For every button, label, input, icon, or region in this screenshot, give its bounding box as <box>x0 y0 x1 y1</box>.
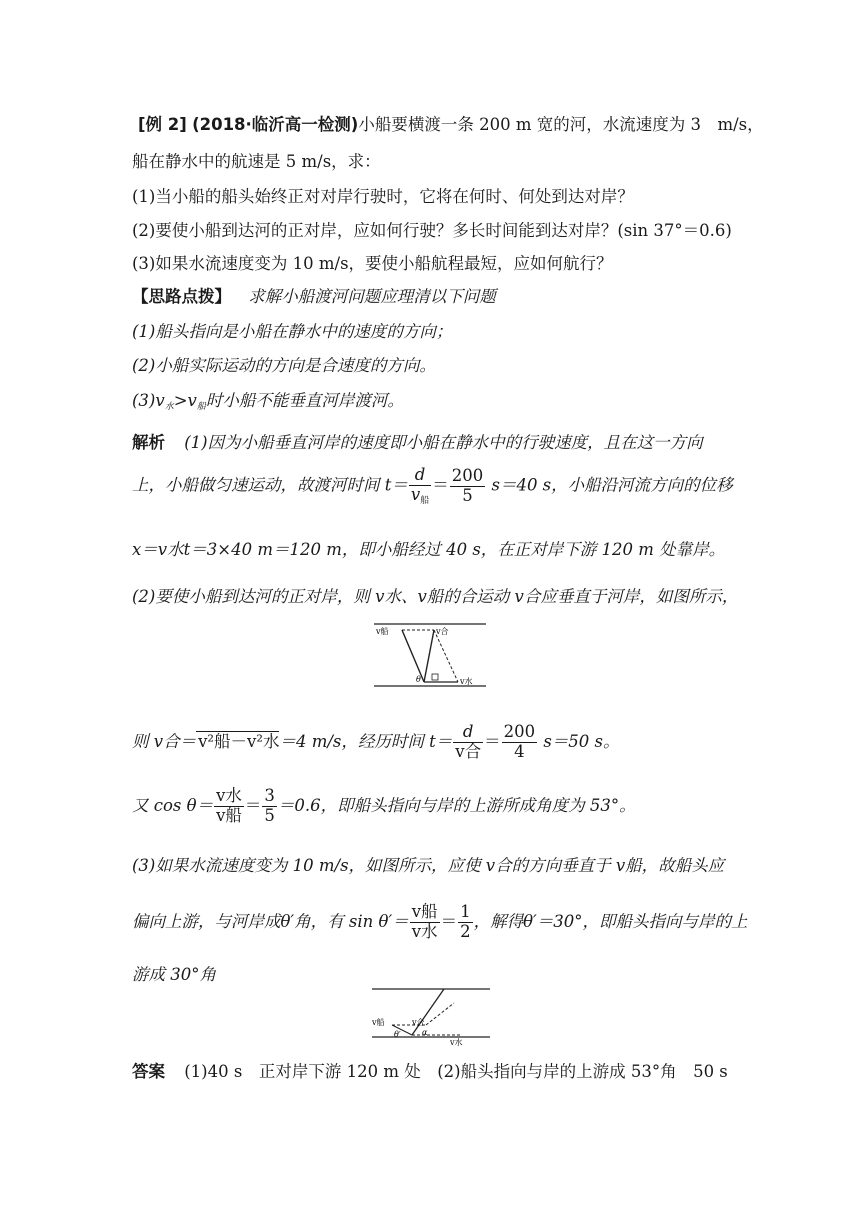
solution-label: 解析 <box>132 433 165 452</box>
solution-s2b-post: s＝50 s。 <box>538 731 620 751</box>
fig1-label-vsum: v合 <box>436 627 449 636</box>
hint-gt: > <box>173 391 188 410</box>
eq-sign: ＝ <box>432 475 449 495</box>
frac5-den: v水 <box>411 921 438 941</box>
solution-line-8 <box>132 903 748 942</box>
fig2-label-theta: θ′ <box>394 1030 401 1039</box>
frac2-num-200: 200 <box>503 722 536 741</box>
example-stem-1: 小船要横渡一条 200 m 宽的河，水流速度为 3 m/s， <box>358 115 764 134</box>
dashed-diag-2 <box>426 1003 454 1025</box>
frac4-den: 5 <box>264 805 275 825</box>
solution-s2c-pre: 又 cos θ＝ <box>132 795 214 815</box>
question-2: (2)要使小船到达河的正对岸，应如何行驶？多长时间能到达对岸？(sin 37°＝0.6) <box>132 221 732 240</box>
eq-sign-3: ＝ <box>244 795 262 815</box>
solution-line-2 <box>132 466 733 506</box>
frac-num-200: 200 <box>451 465 484 485</box>
solution-s1a: (1)因为小船垂直河岸的速度即小船在静水中的行驶速度，且在这一方向 <box>184 433 703 452</box>
hint-point-1: (1)船头指向是小船在静水中的速度的方向； <box>132 322 453 341</box>
hint-point-3 <box>132 387 404 412</box>
solution-line-5 <box>132 723 620 762</box>
solution-s2b-mid: ＝4 m/s，经历时间 <box>279 731 424 751</box>
sqrt-expression: v²船－v²水 <box>198 731 280 751</box>
example-tag: [例 2] <box>138 115 187 134</box>
question-1: (1)当小船的船头始终正对对岸行驶时，它将在何时、何处到达对岸？ <box>132 187 634 206</box>
frac5-num: v船 <box>411 902 438 921</box>
answer-text: (1)40 s 正对岸下游 120 m 处 (2)船头指向与岸的上游成 53°角 50 s <box>184 1062 728 1081</box>
fraction-200-over-4 <box>502 723 538 762</box>
question-3: (3)如果水流速度变为 10 m/s，要使小船航程最短，应如何航行？ <box>132 254 613 273</box>
right-angle-mark <box>432 674 438 680</box>
frac2-den-4: 4 <box>514 741 525 761</box>
eq-sign-4: ＝ <box>440 911 458 931</box>
fig1-label-theta: θ <box>416 675 421 684</box>
frac3-num: v水 <box>216 786 242 805</box>
hint-v2: v <box>187 391 197 410</box>
solution-line-1 <box>132 429 703 453</box>
solution-s1b-pre: 上，小船做匀速运动，故渡河时间 <box>132 475 380 495</box>
fraction-vwater-over-vboat <box>214 787 244 826</box>
solution-s2b-t: t＝ <box>429 731 453 751</box>
solution-s1b-post: s＝40 s，小船沿河流方向的位移 <box>486 475 733 495</box>
fig1-label-vboat: v船 <box>376 627 389 636</box>
hint-point-2: (2)小船实际运动的方向是合速度的方向。 <box>132 356 436 375</box>
example-stem-2: 船在静水中的航速是 5 m/s，求： <box>132 152 381 171</box>
solution-s2b-pre: 则 v合＝ <box>132 731 197 751</box>
frac6-num: 1 <box>460 902 471 921</box>
hint-point-3-num: (3) <box>132 391 156 410</box>
frac3-den: v船 <box>216 805 242 825</box>
frac4-num: 3 <box>264 786 275 805</box>
frac6-den: 2 <box>460 921 471 941</box>
solution-line-7: (3)如果水流速度变为 10 m/s，如图所示，应使 v合的方向垂直于 v船，故船头应 <box>132 856 725 875</box>
hint-line <box>132 283 496 307</box>
hint-point-3-text: 时小船不能垂直河岸渡河。 <box>205 391 404 410</box>
solution-line-3: x＝v水t＝3×40 m＝120 m，即小船经过 40 s，在正对岸下游 120 m 处靠岸。 <box>132 540 726 559</box>
frac-num-d: d <box>409 466 431 486</box>
fraction-3-over-5 <box>262 787 277 826</box>
frac-den-5: 5 <box>462 485 473 505</box>
fig2-label-vboat: v船 <box>372 1018 385 1027</box>
fraction-d-over-vsum <box>453 723 483 762</box>
solution-line-6 <box>132 787 636 826</box>
solution-s3b-post: ，解得θ′＝30°，即船头指向与岸的上 <box>473 911 748 931</box>
figure-2-diagram <box>370 985 492 1049</box>
frac-den-sub: 船 <box>420 495 430 506</box>
frac2-den-vsum: v合 <box>455 741 482 761</box>
frac2-num-d: d <box>453 723 483 743</box>
answer-label: 答案 <box>132 1062 165 1081</box>
fraction-vboat-over-vwater <box>410 903 440 942</box>
fig1-label-vwater: v水 <box>460 677 473 686</box>
fig2-label-vwater: v水 <box>450 1038 463 1047</box>
eq-sign-2: ＝ <box>484 731 501 751</box>
hint-intro: 求解小船渡河问题应理清以下问题 <box>248 287 496 306</box>
solution-s3b-pre: 偏向上游，与河岸成θ′角，有 sin θ′＝ <box>132 911 409 931</box>
hint-v1: v <box>155 391 165 410</box>
answer-line <box>132 1058 728 1082</box>
solution-s1b-t: t＝ <box>384 475 408 495</box>
example-line-1 <box>138 111 764 135</box>
solution-s2c-post: ＝0.6，即船头指向与岸的上游所成角度为 53°。 <box>277 795 636 815</box>
fig2-label-vsum: v合 <box>412 1018 425 1027</box>
hint-label: 【思路点拨】 <box>132 287 231 306</box>
fraction-1-over-2 <box>458 903 473 942</box>
hint-sub-boat: 船 <box>196 402 206 412</box>
fraction-200-over-5 <box>450 467 486 506</box>
hint-sub-water: 水 <box>164 402 174 412</box>
frac-den-v: v <box>410 484 421 504</box>
example-source: (2018·临沂高一检测) <box>192 115 359 134</box>
fig2-label-alpha: α <box>422 1028 428 1037</box>
fraction-d-over-vboat <box>409 466 431 506</box>
path-line <box>412 989 444 1035</box>
solution-line-9: 游成 30°角 <box>132 965 216 984</box>
solution-line-4: (2)要使小船到达河的正对岸，则 v水、v船的合运动 v合应垂直于河岸，如图所示， <box>132 587 739 606</box>
figure-1-diagram <box>372 620 488 690</box>
example-line-2 <box>132 148 381 172</box>
